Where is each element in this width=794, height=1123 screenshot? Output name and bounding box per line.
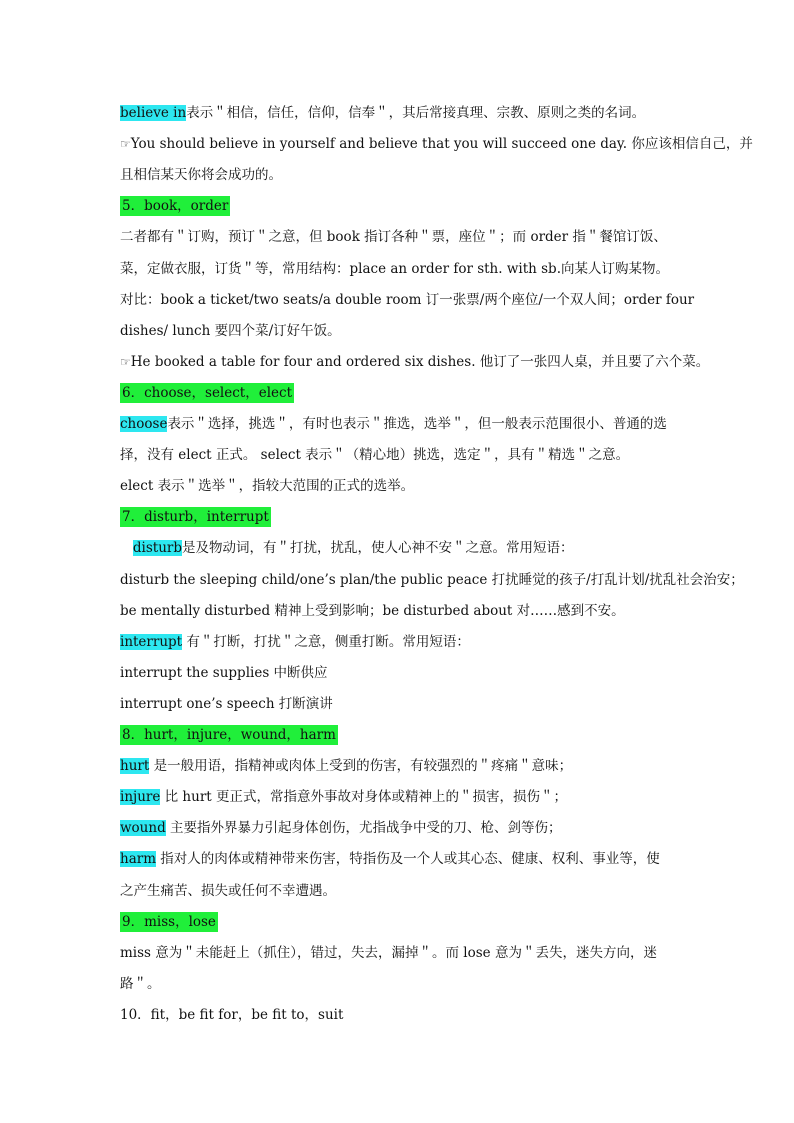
text-line (120, 414, 724, 434)
text-line (120, 445, 724, 465)
line-text: 择，没有 elect 正式。 select 表示＂（精心地）挑选，选定＂，具有＂精选＂之意。 (120, 447, 630, 464)
text-line (120, 352, 724, 372)
text-line (120, 881, 724, 901)
line-text: 二者都有＂订购，预订＂之意，但 book 指订各种＂票，座位＂；而 order 指＂餐馆订饭、 (120, 229, 667, 246)
text-line (120, 570, 744, 590)
line-text: 主要指外界暴力引起身体创伤，尤指战争中受的刀、枪、剑等伤； (165, 820, 562, 837)
line-text: 菜，定做衣服，订货＂等，常用结构：place an order for sth. with sb.向某人订购某物。 (120, 260, 669, 277)
line-text: dishes/ lunch 要四个菜/订好午饭。 (120, 322, 341, 339)
line-text: You should believe in yourself and believe that you will succeed one day. 你应该相信自己，并 (130, 136, 753, 153)
text-line (120, 259, 724, 279)
line-text: 指对人的肉体或精神带来伤害，特指伤及一个人或其心态、健康、权利、事业等，使 (156, 851, 660, 868)
line-text: 表示＂选择，挑选＂，有时也表示＂推选，选举＂，但一般表示范围很小、普通的选 (167, 416, 667, 432)
keyword-highlight: harm (120, 851, 156, 868)
keyword-highlight: choose (120, 416, 168, 432)
line-text: 是及物动词，有＂打扰，扰乱，使人心神不安＂之意。常用短语： (181, 540, 574, 557)
text-line (120, 694, 724, 714)
line-text: miss 意为＂未能赶上（抓住），错过，失去，漏掉＂。而 lose 意为＂丢失，迷失方向，迷 (120, 944, 657, 961)
line-text: 且相信某天你将会成功的。 (120, 167, 282, 184)
text-line (120, 632, 724, 652)
text-line (120, 787, 724, 807)
text-line (120, 1005, 724, 1025)
text-line (120, 321, 724, 341)
section-heading (120, 912, 724, 932)
line-text: interrupt one’s speech 打断演讲 (120, 695, 333, 712)
text-line (120, 227, 724, 247)
line-text: 之产生痛苦、损失或任何不幸遭遇。 (120, 882, 336, 899)
line-text: 10．fit，be fit for，be fit to，suit (120, 1006, 344, 1023)
text-line (120, 818, 724, 838)
line-text: interrupt the supplies 中断供应 (120, 664, 328, 681)
heading-highlight: 8．hurt，injure，wound，harm (122, 727, 336, 743)
line-text: He booked a table for four and ordered six dishes. 他订了一张四人桌，并且要了六个菜。 (130, 353, 710, 370)
text-line (120, 849, 724, 869)
text-line (120, 538, 724, 558)
line-text: elect 表示＂选举＂，指较大范围的正式的选举。 (120, 478, 415, 495)
keyword-highlight: injure (120, 789, 161, 806)
text-line (120, 601, 724, 621)
text-line (120, 974, 724, 994)
heading-highlight: 9．miss，lose (122, 913, 216, 930)
text-line (120, 165, 724, 185)
heading-highlight: 6．choose，select，elect (122, 384, 293, 401)
text-line (120, 476, 724, 496)
section-heading (120, 725, 724, 745)
line-text: be mentally disturbed 精神上受到影响；be disturbed about 对……感到不安。 (120, 602, 625, 619)
line-text: 对比：book a ticket/two seats/a double room 订一张票/两个座位/一个双人间；order four (120, 291, 695, 308)
keyword-highlight: interrupt (120, 633, 183, 650)
line-text: 比 hurt 更正式，常指意外事故对身体或精神上的＂损害，损伤＂； (160, 789, 567, 806)
text-line (120, 756, 724, 776)
text-line (120, 134, 753, 154)
heading-highlight: 5．book，order (122, 198, 229, 215)
line-text: 表示＂相信，信任，信仰，信奉＂，其后常接真理、宗教、原则之类的名词。 (186, 105, 646, 121)
line-text: disturb the sleeping child/one’s plan/the public peace 打扰睡觉的孩子/打乱计划/扰乱社会治安； (120, 571, 744, 588)
line-text: 是一般用语，指精神或肉体上受到的伤害，有较强烈的＂疼痛＂意味； (149, 758, 573, 775)
line-text: 有＂打断，打扰＂之意，侧重打断。常用短语： (182, 633, 470, 650)
section-heading (120, 196, 724, 216)
section-heading (120, 507, 724, 527)
text-line (120, 103, 724, 123)
heading-highlight: 7．disturb，interrupt (122, 509, 269, 526)
keyword-highlight: disturb (132, 540, 182, 557)
keyword-highlight: hurt (120, 758, 150, 775)
keyword-highlight: believe in (120, 105, 187, 121)
text-line (120, 943, 724, 963)
pointing-hand-icon: ☞ (120, 137, 131, 152)
section-heading (120, 383, 724, 403)
line-text: 路＂。 (120, 975, 161, 992)
pointing-hand-icon: ☞ (120, 354, 131, 369)
text-line (120, 663, 724, 683)
keyword-highlight: wound (120, 820, 166, 837)
text-line (120, 290, 724, 310)
